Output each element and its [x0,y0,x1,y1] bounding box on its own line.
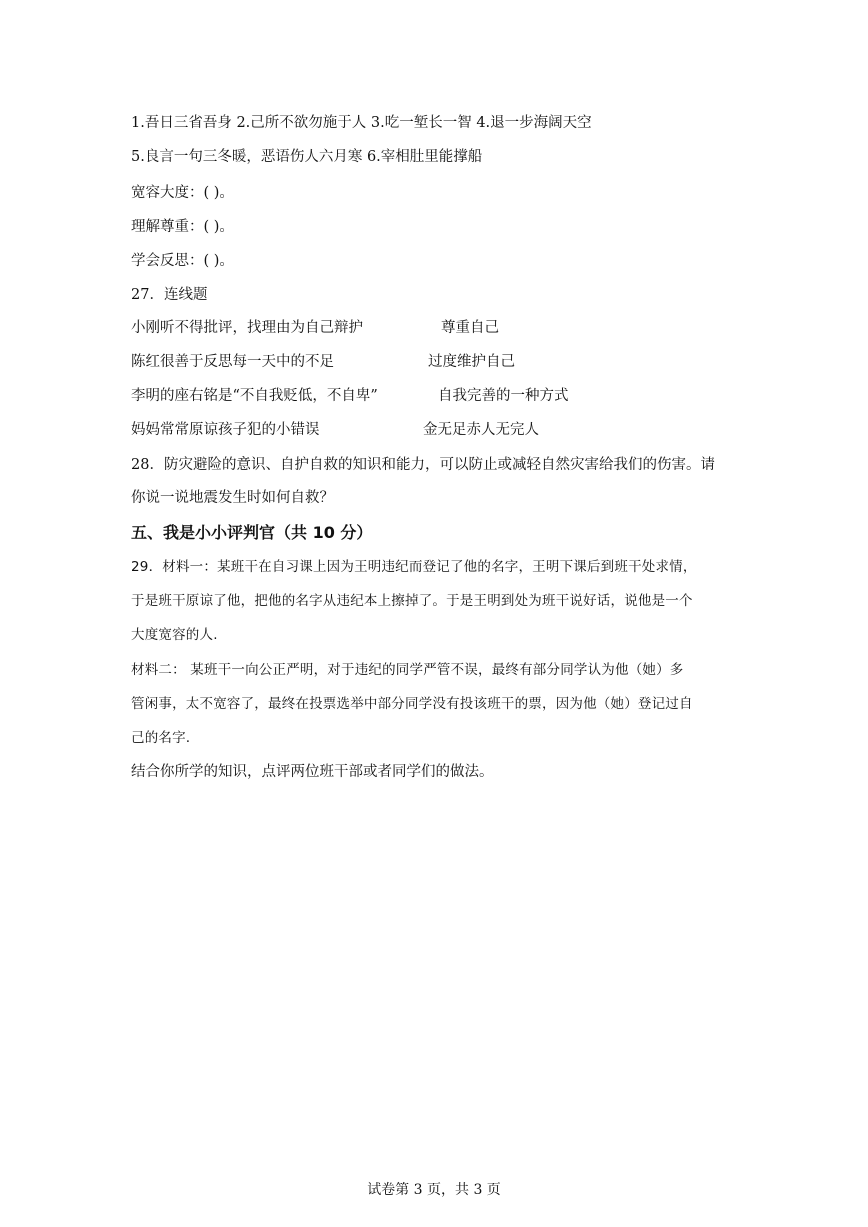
blank-reflection: 学会反思：( )。 [131,253,234,269]
idioms-line-1: 1.吾日三省吾身 2.己所不欲勿施于人 3.吃一堑长一智 4.退一步海阔天空 [131,115,592,131]
q27-title: 27．连线题 [131,287,208,303]
q29-material-1-line-3: 大度宽容的人. [131,627,218,643]
match-left-2: 陈红很善于反思每一天中的不足 [131,354,334,370]
q29-material-2-line-3: 己的名字. [131,730,191,746]
match-left-1: 小刚听不得批评，找理由为自己辩护 [131,320,363,336]
q29-material-2-line-1: 材料二： 某班干一向公正严明，对于违纪的同学严管不误，最终有部分同学认为他（她）多 [131,662,684,678]
blank-respect: 理解尊重：( )。 [131,219,234,235]
match-right-4: 金无足赤人无完人 [423,422,539,438]
q29-material-1-line-2: 于是班干原谅了他，把他的名字从违纪本上擦掉了。于是王明到处为班干说好话，说他是一个 [131,593,693,609]
section-5-heading: 五、我是小小评判官（共 10 分） [131,523,373,542]
match-right-2: 过度维护自己 [428,354,515,370]
blank-tolerance: 宽容大度：( )。 [131,185,234,201]
q29-material-1-line-1: 29．材料一：某班干在自习课上因为王明违纪而登记了他的名字，王明下课后到班干处求情， [131,559,697,575]
match-right-3: 自我完善的一种方式 [438,388,569,404]
match-left-3: 李明的座右铭是“不自我贬低，不自卑” [131,388,378,404]
q29-material-2-line-2: 管闲事，太不宽容了，最终在投票选举中部分同学没有投该班干的票，因为他（她）登记过自 [131,696,693,712]
match-left-4: 妈妈常常原谅孩子犯的小错误 [131,422,320,438]
page-footer: 试卷第 3 页，共 3 页 [367,1182,501,1198]
match-right-1: 尊重自己 [441,320,499,336]
q28-line-1: 28．防灾避险的意识、自护自救的知识和能力，可以防止或减轻自然灾害给我们的伤害。请 [131,457,715,473]
q28-line-2: 你说一说地震发生时如何自救？ [131,490,334,506]
idioms-line-2: 5.良言一句三冬暖，恶语伤人六月寒 6.宰相肚里能撑船 [131,149,483,165]
q29-prompt: 结合你所学的知识，点评两位班干部或者同学们的做法。 [131,764,494,780]
